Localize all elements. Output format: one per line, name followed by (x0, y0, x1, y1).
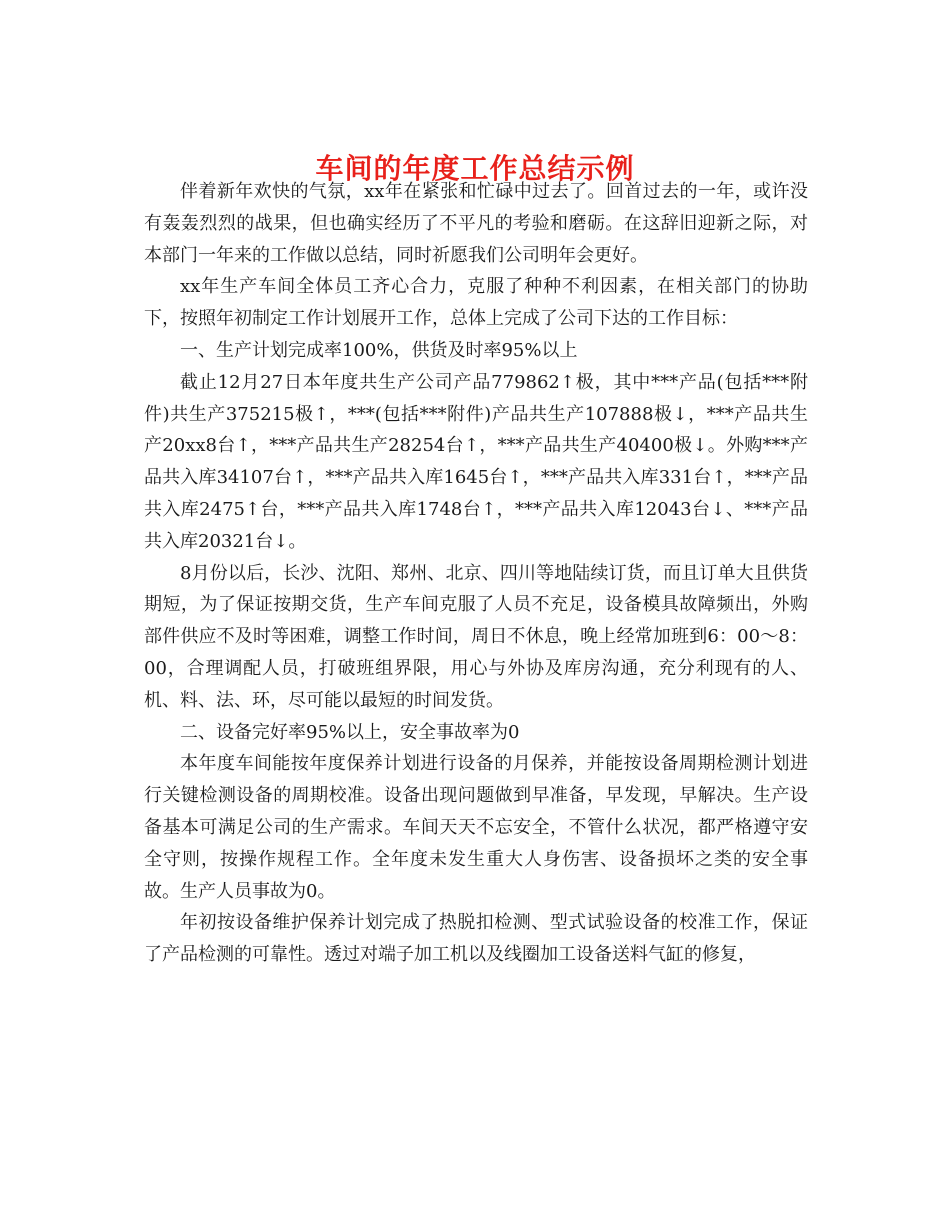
page-title: 车间的年度工作总结示例 (315, 151, 635, 185)
paragraph-maintenance: 本年度车间能按年度保养计划进行设备的月保养，并能按设备周期检测计划进行关键检测设备的周期校准。设备出现问题做到早准备，早发现，早解决。生产设备基本可满足公司的生产需求。车间天天不忘安全，不管什么状况，都严格遵守安全守则，按操作规程工作。全年度未发生重大人身伤害、设备损坏之类的安全事故。生产人员事故为0。 (144, 753, 808, 902)
document-body (144, 176, 808, 971)
paragraph-production-output: 截止12月27日本年度共生产公司产品779862↑极，其中***产品(包括***附件)共生产375215极↑，***(包括***附件)产品共生产107888极↓，***产品共生产20xx8台↑，***产品共生产28254台↑，***产品共生产40400极↓。外购***产品共入库34107台↑，***产品共入库1645台↑，***产品共入库331台↑，***产品共入库2475↑台，***产品共入库1748台↑，***产品共入库12043台↓、***产品共入库20321台↓。 (144, 371, 808, 552)
paragraph-calibration: 年初按设备维护保养计划完成了热脱扣检测、型式试验设备的校准工作，保证了产品检测的可靠性。透过对端子加工机以及线圈加工设备送料气缸的修复， (144, 912, 808, 966)
paragraph-intro: 伴着新年欢快的气氛，xx年在紧张和忙碌中过去了。回首过去的一年，或许没有轰轰烈烈的战果，但也确实经历了不平凡的考验和磨砺。在这辞旧迎新之际，对本部门一年来的工作做以总结，同时祈愿我们公司明年会更好。 (144, 181, 808, 266)
paragraph-orders: 8月份以后，长沙、沈阳、郑州、北京、四川等地陆续订货，而且订单大且供货期短，为了保证按期交货，生产车间克服了人员不充足，设备模具故障频出，外购部件供应不及时等困难，调整工作时间，周日不休息，晚上经常加班到6：00～8：00，合理调配人员，打破班组界限，用心与外协及库房沟通，充分利现有的人、机、料、法、环，尽可能以最短的时间发货。 (144, 562, 808, 711)
section-heading-equipment: 二、设备完好率95%以上，安全事故率为0 (180, 721, 520, 743)
section-heading-production: 一、生产计划完成率100%，供货及时率95%以上 (180, 339, 578, 361)
paragraph-overview: xx年生产车间全体员工齐心合力，克服了种种不利因素，在相关部门的协助下，按照年初制定工作计划展开工作，总体上完成了公司下达的工作目标： (144, 276, 808, 330)
